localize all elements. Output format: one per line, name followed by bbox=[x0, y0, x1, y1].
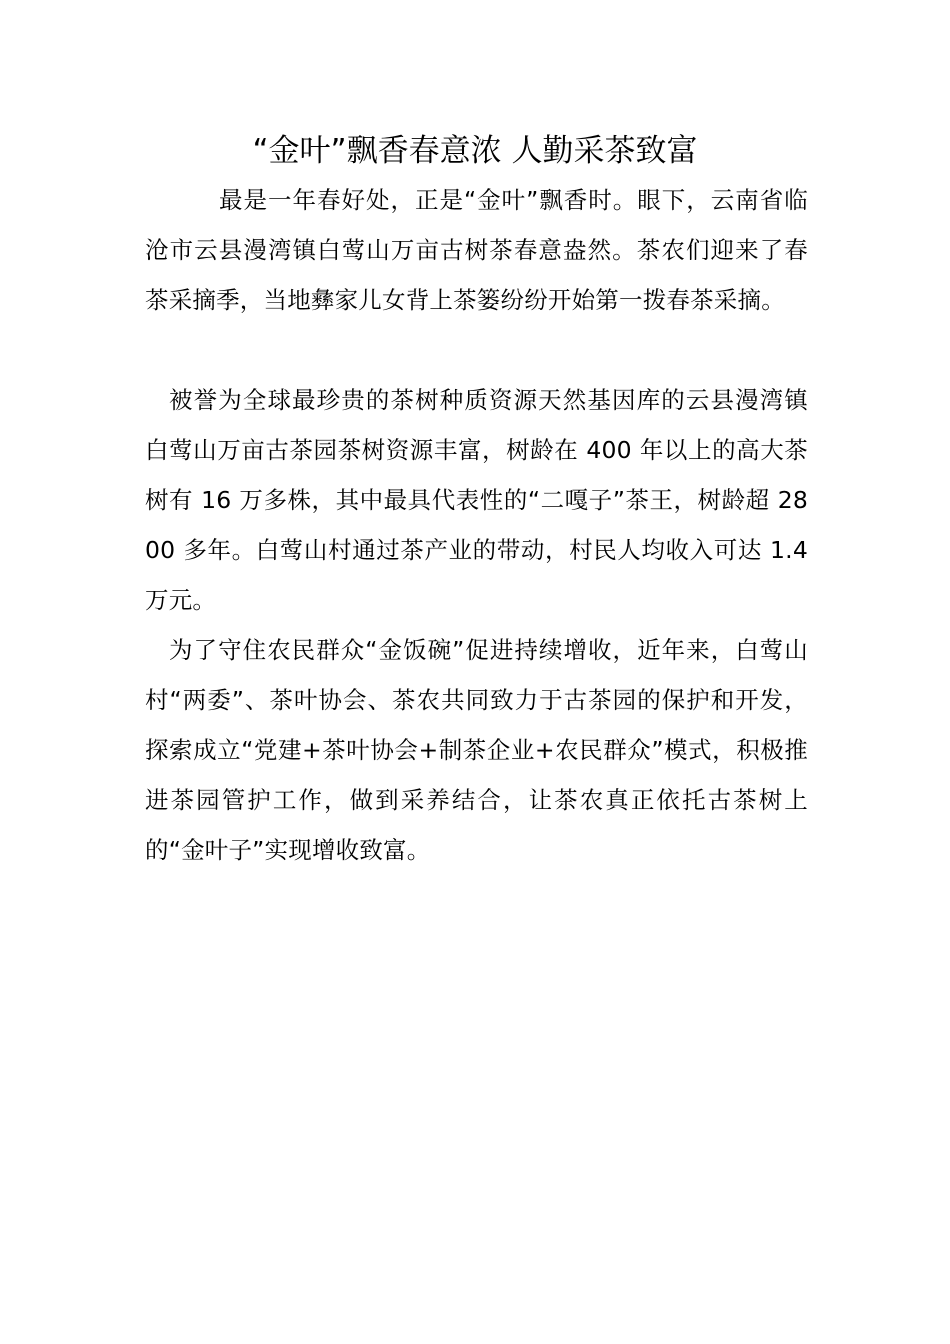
article-title: “金叶”飘香春意浓 人勤采茶致富 bbox=[252, 133, 698, 169]
paragraph-income: 为了守住农民群众“金饭碗”促进持续增收，近年来，白莺山村“两委”、茶叶协会、茶农共同致力于古茶园的保护和开发，探索成立“党建+茶叶协会+制茶企业+农民群众”模式，积极推进茶园管护工作，做到采养结合，让茶农真正依托古茶树上的“金叶子”实现增收致富。 bbox=[145, 636, 808, 864]
paragraph-intro: 最是一年春好处，正是“金叶”飘香时。眼下，云南省临沧市云县漫湾镇白莺山万亩古树茶春意盎然。茶农们迎来了春茶采摘季，当地彝家儿女背上茶篓纷纷开始第一拨春茶采摘。 bbox=[145, 186, 808, 314]
paragraph-tea-garden: 被誉为全球最珍贵的茶树种质资源天然基因库的云县漫湾镇白莺山万亩古茶园茶树资源丰富，树龄在 400 年以上的高大茶树有 16 万多株，其中最具代表性的“二嘎子”茶王，树龄超 2800 多年。白莺山村通过茶产业的带动，村民人均收入可达 1.4 万元。 bbox=[145, 386, 808, 614]
